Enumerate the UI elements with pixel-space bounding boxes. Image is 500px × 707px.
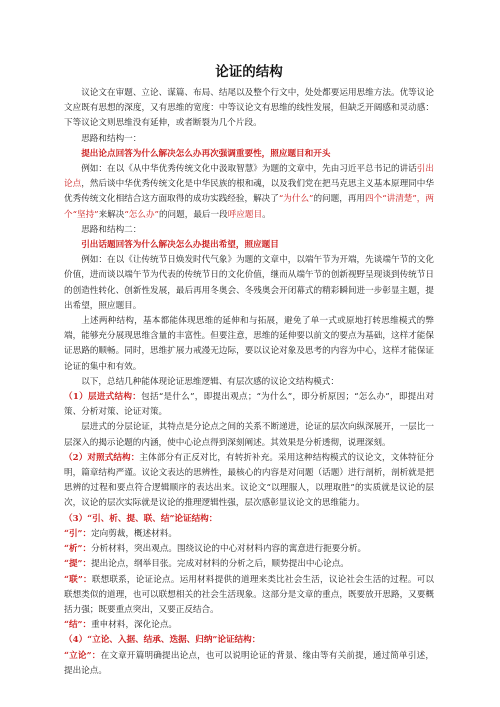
mode-4-item — [64, 649, 434, 679]
item-text: 提出论点，纲举目张。完成对材料的分析之后，顺势提出中心论点。 — [91, 559, 349, 570]
mode-number: （3） — [64, 513, 88, 524]
page-title: 论证的结构 — [215, 64, 283, 80]
mode-name: “立论、入据、结承、迭据、归纳”论证结构： — [87, 635, 261, 646]
mode-number: （1） — [64, 392, 88, 403]
highlight-text: 呼应题目 — [227, 209, 263, 220]
highlight-text: “怎么办” — [124, 209, 159, 220]
section-1-label: 思路和结构一： — [81, 133, 142, 144]
item-text: 分析材料，突出观点。围绕议论的中心对材料内容的寓意进行扼要分析。 — [91, 544, 367, 555]
example-text: 。 — [262, 209, 271, 220]
section-2-label: 思路和结构二： — [81, 224, 142, 235]
section-1-heading: 提出论点回答为什么解决怎么办再次强调重要性，照应题目和开头 — [81, 148, 331, 159]
item-key: “联”： — [64, 574, 92, 585]
section-2-paragraph: 上述两种结构，基本都能体现思维的延伸和与拓展，避免了单一式或原地打转思维模式的弊端，能够充分展现思维含量的丰富性。但要注意，思维的延伸要以前文的要点为基础，这样才能保证思路的顺畅。同时，思维扩展力戒漫无边际，要以议论对象及思考的内容为中心，这样才能保证论证的集中和有效。 — [64, 316, 434, 372]
mode-1 — [64, 390, 434, 420]
example-text: ，然后谈中华优秀传统文化是中华民族的根和魂，以及我们党在把马克思主义基本原理同中华优秀传统文化相结合这方面取得的成功实践经验，解决了 — [64, 179, 434, 205]
item-key: “结”： — [64, 620, 92, 631]
mode-3 — [64, 512, 434, 527]
highlight-text: 引出论点 — [64, 164, 434, 190]
mode-text: 主体部分有正反对比，有转折补充。采用这种结构模式的议论文，文体特征分明，篇章结构严谨。议论文表达的思辨性，最核心的内容是对问题（话题）进行剖析，剖析就是把思辨的过程和要点符合逻辑顺序的表达出来。议论文“以理服人，以理取胜”的实质就是议论的层次，议论的层次实际就是议论的推理逻辑性强，层次感彰显议论文的思维能力。 — [64, 452, 434, 509]
mode-3-item — [64, 557, 434, 572]
section-2-example: 例如：在以《让传统节日焕发时代气象》为题的文章中，以端午节为开端，先谈端午节的文化价值，进而谈以端午节为代表的传统节日的文化价值，继而从端午节的创新视野呈现谈到传统节日的创造性转化、创新性发展，最后再用冬奥会、冬残奥会开闭幕式的精彩瞬间进一步彰显主题，提出希望，照应题目。 — [64, 255, 434, 311]
section-2-summary: 以下，总结几种能体现论证思维逻辑、有层次感的议论文结构模式： — [81, 376, 340, 387]
mode-number: （4） — [64, 635, 88, 646]
item-text: 联想联系，论证论点。运用材料提供的道理来类比社会生活，议论社会生活的过程。可以联想类似的道理，也可以联想相关的社会生活现象。这部分是文章的重点，既要放开思路，又要概括力强；既要重点突出，又要正反结合。 — [64, 574, 434, 615]
mode-4 — [64, 633, 434, 648]
highlight-text: 四个“讲清楚”，两个“坚持” — [64, 194, 434, 220]
mode-number: （2） — [64, 452, 88, 463]
item-text: 定向剪裁，概述材料。 — [91, 528, 178, 539]
section-2-heading: 引出话题回答为什么解决怎么办提出希望，照应题目 — [81, 240, 279, 251]
item-text: 重申材料，深化论点。 — [91, 620, 178, 631]
example-text: 来解决 — [98, 209, 125, 220]
mode-name: “引、析、提、联、结”论证结构： — [87, 513, 218, 524]
mode-name: 对照式结构： — [87, 452, 140, 463]
item-key: “提”： — [64, 559, 92, 570]
highlight-text: “为什么” — [278, 194, 314, 205]
mode-3-item — [64, 527, 434, 542]
example-text: 例如：在以《从中华优秀传统文化中汲取智慧》为题的文章中，先由习近平总书记的讲话 — [81, 164, 417, 175]
item-key: “引”： — [64, 528, 92, 539]
mode-3-item — [64, 542, 434, 557]
intro-paragraph: 议论文在审题、立论、谋篇、布局、结尾以及整个行文中，处处都要运用思维方法。优等议论文应既有思想的深度，又有思维的宽度：中等议论文有思维的线性发展，但缺乏开阔感和灵动感：下等议论文则思维没有延伸，或者断裂为几个片段。 — [64, 88, 434, 129]
mode-3-item — [64, 618, 434, 633]
item-text: 在文章开篇明确提出论点，也可以说明论证的背景、缘由等有关前提，通过简单引述，提出论点。 — [64, 650, 434, 676]
mode-3-item — [64, 573, 434, 619]
mode-2 — [64, 451, 434, 512]
item-key: “立论”： — [64, 650, 101, 661]
example-text: 的问题，再用 — [313, 194, 366, 205]
example-text: 的问题，最后一段 — [158, 209, 228, 220]
item-key: “析”： — [64, 544, 92, 555]
mode-text: 包括“是什么”，即提出观点；“为什么”，即分析原因；“怎么办”，即提出对策、分析对策、论证对策。 — [64, 392, 434, 418]
section-1-example — [64, 162, 434, 223]
mode-name: 层进式结构： — [87, 392, 142, 403]
mode-1-paragraph: 层进式的分层论证，其特点是分论点之间的关系不断递进，论证的层次向纵深展开，一层比一层深入的揭示论题的内涵，使中心论点得到深刻阐述。其效果是分析透彻，说理深刻。 — [64, 422, 434, 448]
